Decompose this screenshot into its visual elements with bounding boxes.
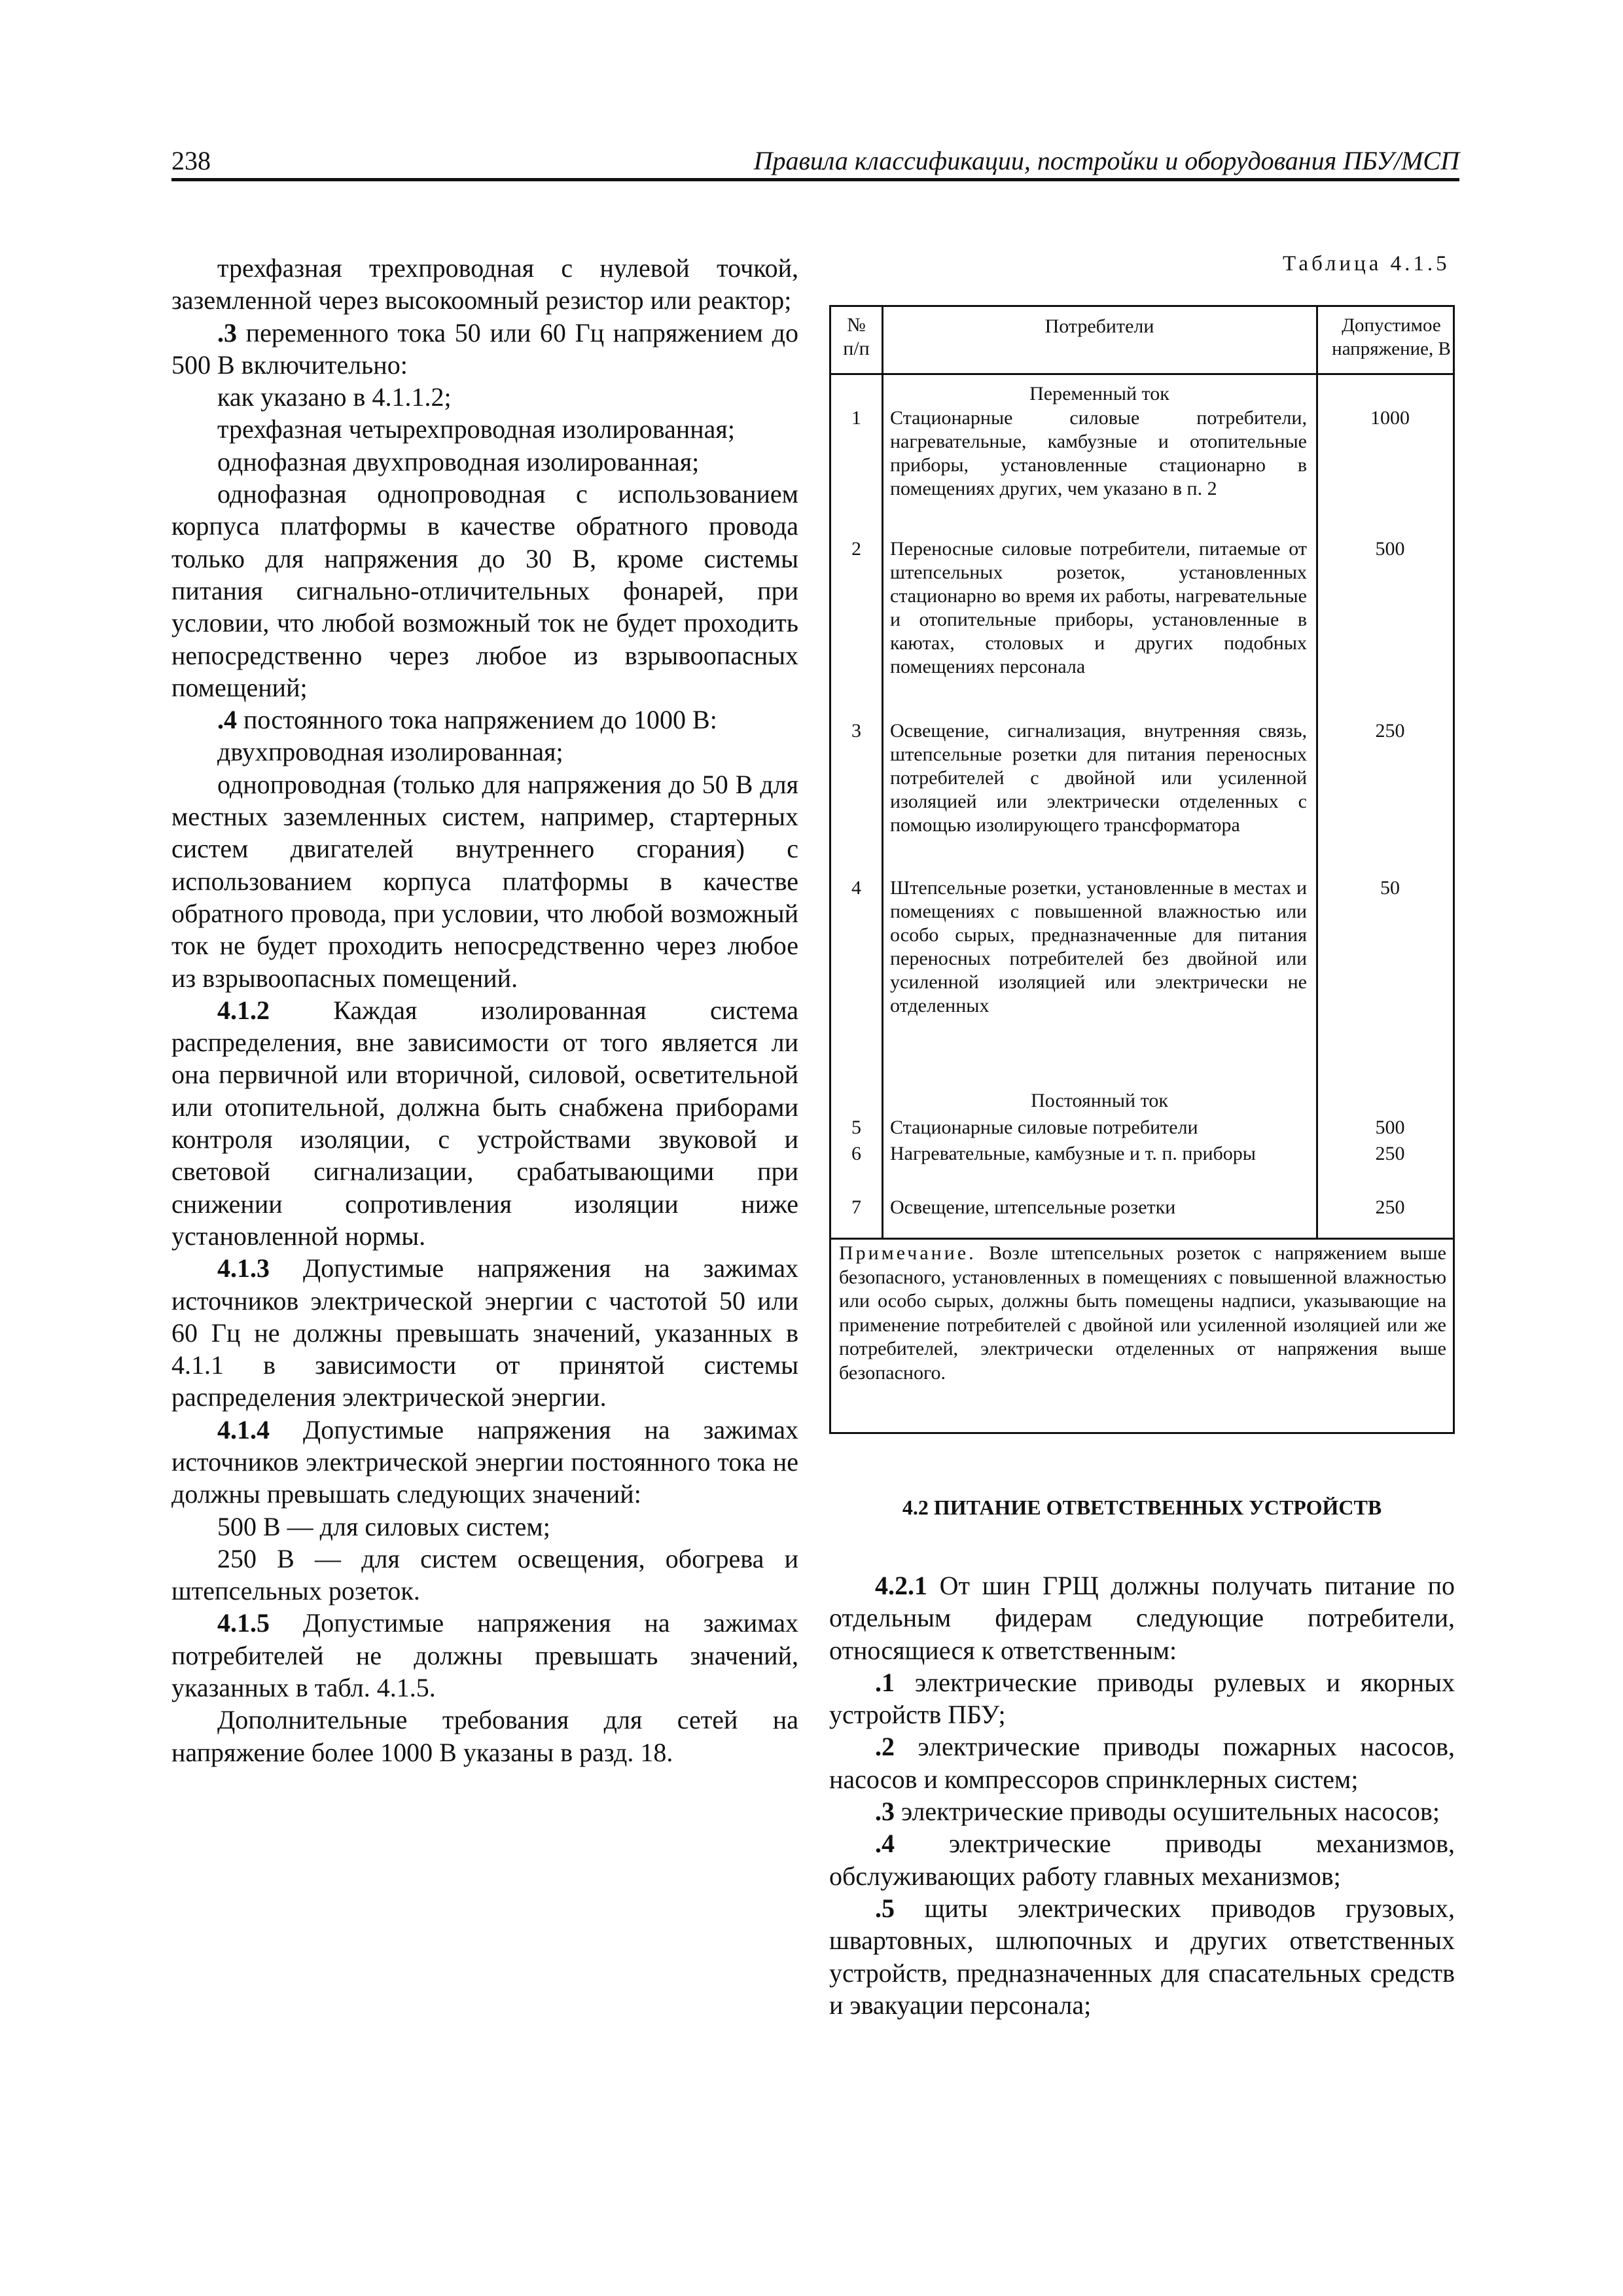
row-volt: 50 [1380, 877, 1400, 899]
item-number: .4 [875, 1829, 895, 1859]
paragraph: двухпроводная изолированная; [217, 737, 563, 767]
header-rule [171, 178, 1459, 181]
clause-number: 4.2.1 [875, 1571, 927, 1600]
paragraph: трехфазная трехпроводная с нулевой точкой, заземленной через высокоомный резистор или реактор; [171, 253, 798, 315]
row-desc: Освещение, сигнализация, внутренняя связь, штепсельные розетки для питания переносных потребителей с двойной или усиленной изоляцией или электрически отделенных с помощью изолирующего трансформатора [890, 720, 1307, 836]
page-number: 238 [171, 146, 211, 175]
header-divider [831, 373, 1453, 375]
item-number: .3 [875, 1797, 895, 1827]
row-volt: 1000 [1370, 407, 1410, 429]
clause-number: 4.1.2 [217, 995, 270, 1025]
paragraph [171, 1607, 798, 1704]
paragraph: однофазная однопроводная с использованием корпуса платформы в качестве обратного провода только для напряжения до 30 В, кроме системы питания сигнально-отличительных фонарей, при условии, что любой возможный ток не будет проходить непосредственно через любое из взрывоопасных помещений; [171, 479, 798, 702]
paragraph-text: От шин ГРЩ должны получать питание по отдельным фидерам следующие потребители, относящиеся к ответственным: [829, 1571, 1455, 1665]
clause-number: 4.1.4 [217, 1414, 270, 1444]
row-num: 5 [851, 1117, 861, 1138]
row-desc: Стационарные силовые потребители [890, 1117, 1198, 1138]
paragraph [171, 994, 798, 1252]
note-text: Возле штепсельных розеток с напряжением выше безопасного, установленных в помещениях с повышенной влажностью или особо сырых, должны быть помещены надписи, указывающие на применение потребителей с двойной или усиленной изоляцией или же потребителей, электрически отделенных от напряжения выше безопасного. [839, 1242, 1446, 1384]
paragraph: трехфазная четырехпроводная изолированная; [217, 414, 735, 444]
row-volt: 250 [1375, 1196, 1405, 1218]
table-note [839, 1242, 1446, 1385]
row-num: 2 [851, 538, 861, 560]
paragraph-text: электрические приводы пожарных насосов, насосов и компрессоров спринклерных систем; [829, 1732, 1455, 1794]
row-num: 3 [851, 720, 861, 742]
paragraph-text: электрические приводы механизмов, обслуживающих работу главных механизмов; [829, 1829, 1455, 1891]
paragraph: однофазная двухпроводная изолированная; [217, 446, 700, 476]
section-dc: Постоянный ток [1031, 1090, 1168, 1111]
row-num: 1 [851, 407, 861, 429]
paragraph-text: Каждая изолированная система распределения, вне зависимости от того является ли она первичной или вторичной, силовой, осветительной или отопительной, должна быть снабжена приборами контроля изоляции, с устройствами звуковой и световой сигнализации, срабатывающими при снижении сопротивления изоляции ниже установленной нормы. [171, 995, 798, 1251]
item-number: .3 [217, 317, 237, 348]
paragraph-text: переменного тока 50 или 60 Гц напряжением до 500 В включительно: [171, 317, 798, 380]
row-volt: 250 [1375, 1143, 1405, 1164]
row-volt: 500 [1375, 538, 1405, 560]
paragraph [829, 1795, 1455, 1827]
paragraph [171, 704, 798, 736]
row-volt: 500 [1375, 1117, 1405, 1138]
row-desc: Штепсельные розетки, установленные в местах и помещениях с повышенной влажностью или особо сырых, предназначенные для питания переносных потребителей без двойной или усиленной изоляцией или электрически не отделенных [890, 877, 1307, 1016]
item-number: .5 [875, 1893, 895, 1923]
section-ac: Переменный ток [1029, 383, 1169, 404]
paragraph-text: Допустимые напряжения на зажимах потребителей не должны превышать значений, указанных в табл. 4.1.5. [171, 1608, 798, 1703]
item-number: .4 [217, 705, 237, 735]
clause-number: 4.1.3 [217, 1253, 270, 1283]
paragraph [171, 1252, 798, 1413]
note-label: Примечание. [839, 1242, 976, 1264]
paragraph [829, 1666, 1455, 1731]
row-desc: Освещение, штепсельные розетки [890, 1196, 1176, 1218]
paragraph: 250 В — для систем освещения, обогрева и штепсельных розеток. [171, 1543, 798, 1606]
paragraph-text: щиты электрических приводов грузовых, швартовных, шлюпочных и других ответственных устройств, предназначенных для спасательных средств и эвакуации персонала; [829, 1893, 1455, 2020]
clause-number: 4.1.5 [217, 1608, 270, 1638]
paragraph: 500 В — для силовых систем; [217, 1511, 550, 1541]
paragraph: Дополнительные требования для сетей на напряжение более 1000 В указаны в разд. 18. [171, 1705, 798, 1767]
paragraph-text: электрические приводы рулевых и якорных устройств ПБУ; [829, 1667, 1455, 1730]
right-column [829, 1570, 1455, 2021]
note-divider [831, 1238, 1453, 1240]
paragraph [829, 1731, 1455, 1795]
left-column [171, 252, 798, 1768]
paragraph-text: Допустимые напряжения на зажимах источников электрической энергии постоянного тока не должны превышать следующих значений: [171, 1414, 798, 1509]
row-num: 6 [851, 1143, 861, 1164]
row-num: 7 [851, 1196, 861, 1218]
paragraph-text: электрические приводы осушительных насосов; [895, 1797, 1440, 1827]
paragraph-text: Допустимые напряжения на зажимах источников электрической энергии с частотой 50 или 60 Гц не должны превышать значений, указанных в 4.1.1 в зависимости от принятой системы распределения электрической энергии. [171, 1253, 798, 1412]
paragraph [171, 1414, 798, 1511]
section-title: 4.2 ПИТАНИЕ ОТВЕТСТВЕННЫХ УСТРОЙСТВ [902, 1496, 1382, 1519]
row-desc: Стационарные силовые потребители, нагревательные, камбузные и отопительные приборы, установленные стационарно в помещениях других, чем указано в п. 2 [890, 407, 1307, 499]
header-consumers: Потребители [1044, 315, 1154, 337]
paragraph [171, 317, 798, 382]
paragraph [829, 1892, 1455, 2021]
header-num: № п/п [843, 314, 870, 359]
item-number: .1 [875, 1667, 895, 1697]
paragraph: как указано в 4.1.1.2; [217, 382, 452, 412]
paragraph-text: постоянного тока напряжением до 1000 В: [237, 705, 717, 735]
row-volt: 250 [1375, 720, 1405, 742]
voltage-table [829, 305, 1455, 1434]
paragraph: однопроводная (только для напряжения до 50 В для местных заземленных систем, например, стартерных систем двигателей внутреннего сгорания) с использованием корпуса платформы в качестве обратного провода, при условии, что любой возможный ток не будет проходить непосредственно через любое из взрывоопасных помещений. [171, 769, 798, 993]
running-title: Правила классификации, постройки и оборудования ПБУ/МСП [753, 146, 1459, 175]
table-label: Таблица 4.1.5 [1283, 252, 1450, 276]
paragraph [829, 1570, 1455, 1666]
column-divider [1316, 307, 1318, 1238]
paragraph [829, 1827, 1455, 1892]
header-voltage: Допустимое напряжение, В [1332, 315, 1451, 359]
row-desc: Нагревательные, камбузные и т. п. приборы [890, 1143, 1256, 1164]
row-desc: Переносные силовые потребители, питаемые от штепсельных розеток, установленных стационарно во время их работы, нагревательные и отопительные приборы, установленные в каютах, столовых и других подобных помещениях персонала [890, 538, 1307, 677]
row-num: 4 [851, 877, 861, 899]
item-number: .2 [875, 1732, 895, 1762]
